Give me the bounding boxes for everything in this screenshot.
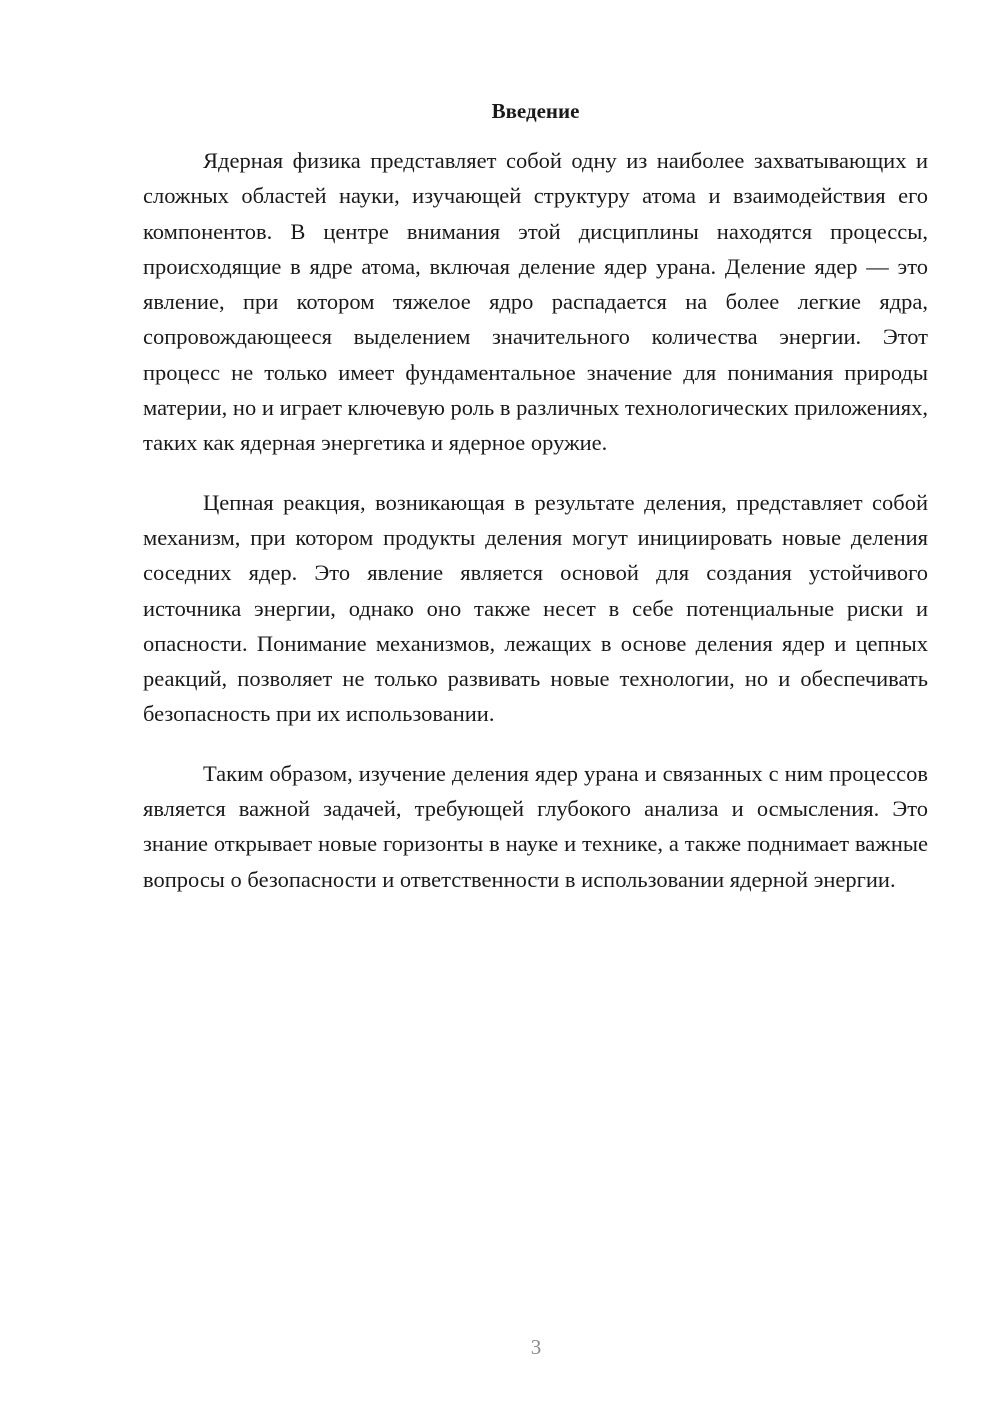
page-number: 3 <box>530 1335 542 1359</box>
body-text <box>143 143 928 921</box>
section-heading: Введение <box>491 99 580 123</box>
paragraph-3: Таким образом, изучение деления ядер урана и связанных с ним процессов является важной задачей, требующей глубокого анализа и осмысления. Это знание открывает новые горизонты в науке и технике, а также поднимает важные вопросы о безопасности и ответственности в использовании ядерной энергии. <box>143 760 928 892</box>
paragraph-1: Ядерная физика представляет собой одну из наиболее захватывающих и сложных областей науки, изучающей структуру атома и взаимодействия его компонентов. В центре внимания этой дисциплины находятся процессы, происходящие в ядре атома, включая деление ядер урана. Деление ядер — это явление, при котором тяжелое ядро распадается на более легкие ядра, сопровождающееся выделением значительного количества энергии. Этот процесс не только имеет фундаментальное значение для понимания природы материи, но и играет ключевую роль в различных технологических приложениях, таких как ядерная энергетика и ядерное оружие. <box>143 148 928 456</box>
paragraph-2: Цепная реакция, возникающая в результате деления, представляет собой механизм, при котором продукты деления могут инициировать новые деления соседних ядер. Это явление является основой для создания устойчивого источника энергии, однако оно также несет в себе потенциальные риски и опасности. Понимание механизмов, лежащих в основе деления ядер и цепных реакций, позволяет не только развивать новые технологии, но и обеспечивать безопасность при их использовании. <box>143 489 928 727</box>
